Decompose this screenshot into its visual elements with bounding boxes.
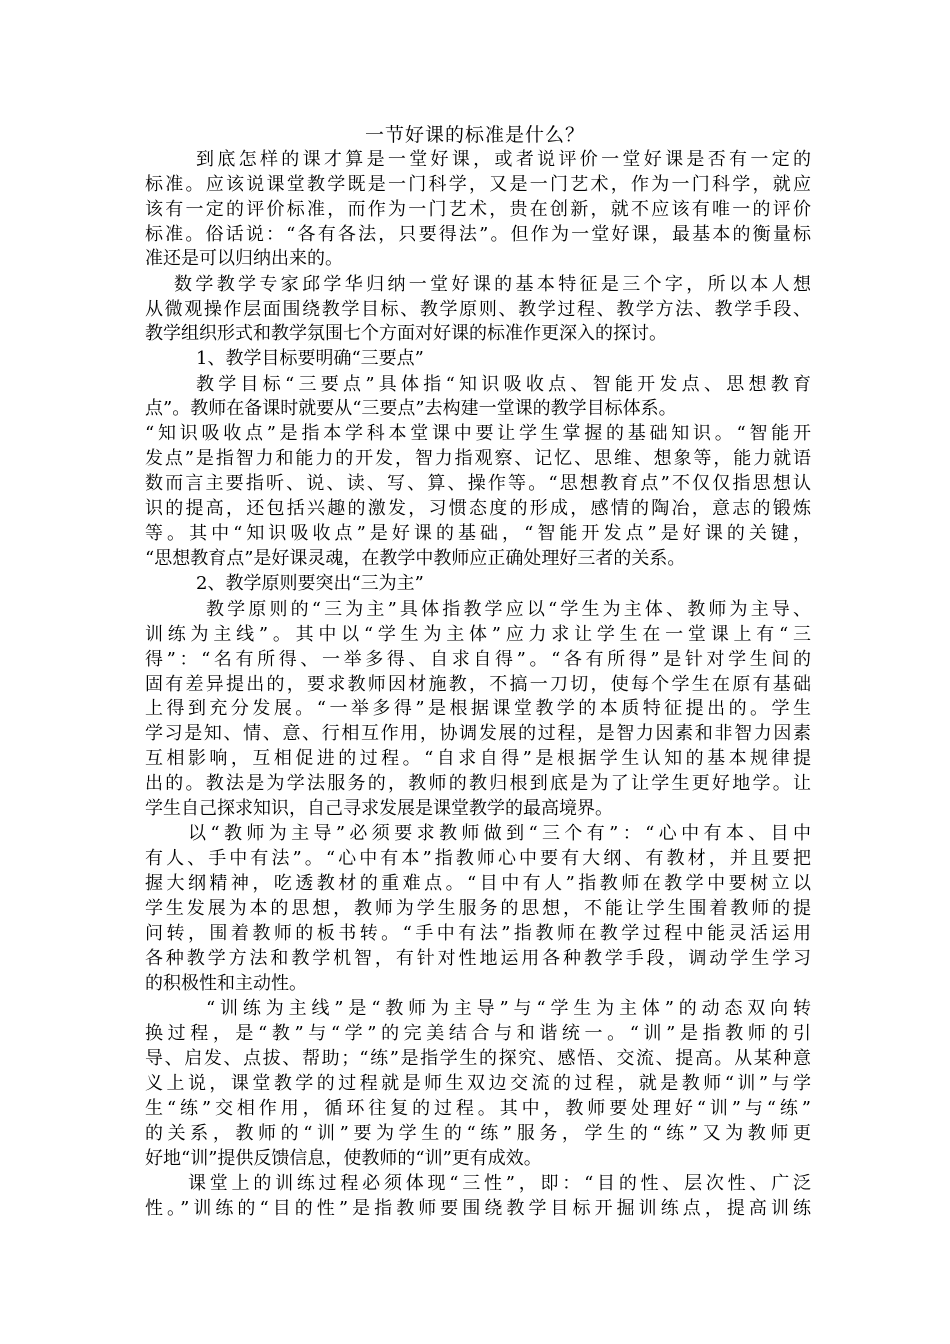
body-line: 点”。教师在备课时就要从“三要点”去构建一堂课的教学目标体系。 <box>145 398 677 419</box>
body-line: 数学教学专家邱学华归纳一堂好课的基本特征是三个字，所以本人想 <box>174 274 811 295</box>
body-line: 从微观操作层面围绕教学目标、教学原则、教学过程、教学方法、教学手段、 <box>145 299 811 320</box>
body-line: 好地“训”提供反馈信息，使教师的“训”更有成效。 <box>145 1148 542 1169</box>
body-line: 训练为主线”。其中以“学生为主体”应力求让学生在一堂课上有“三 <box>145 624 811 645</box>
body-line: 出的。教法是为学法服务的，教师的教归根到底是为了让学生更好地学。让 <box>145 773 811 794</box>
body-line: 到底怎样的课才算是一堂好课，或者说评价一堂好课是否有一定的 <box>196 149 811 170</box>
body-line: “知识吸收点”是指本学科本堂课中要让学生掌握的基础知识。“智能开 <box>145 423 811 444</box>
body-line: 该有一定的评价标准，而作为一门艺术，贵在创新，就不应该有唯一的评价 <box>145 199 811 220</box>
body-line: 的积极性和主动性。 <box>145 973 307 994</box>
body-line: 教学原则的“三为主”具体指教学应以“学生为主体、教师为主导、 <box>206 599 811 620</box>
body-line: 数而言主要指听、说、读、写、算、操作等。“思想教育点”不仅仅指思想认 <box>145 473 811 494</box>
body-line: 识的提高，还包括兴趣的激发，习惯态度的形成，感情的陶冶，意志的锻炼 <box>145 498 811 519</box>
body-line: 教学组织形式和教学氛围七个方面对好课的标准作更深入的探讨。 <box>145 323 667 344</box>
body-line: 1、教学目标要明确“三要点” <box>196 348 424 369</box>
body-line: 互相影响，互相促进的过程。“自求自得”是根据学生认知的基本规律提 <box>145 748 811 769</box>
body-line: 标准。应该说课堂教学既是一门科学，又是一门艺术，作为一门科学，就应 <box>145 174 811 195</box>
body-line: 问转，围着教师的板书转。“手中有法”指教师在教学过程中能灵活运用 <box>145 923 811 944</box>
body-line: “训练为主线”是“教师为主导”与“学生为主体”的动态双向转 <box>206 998 811 1019</box>
body-line: “思想教育点”是好课灵魂，在教学中教师应正确处理好三者的关系。 <box>145 548 686 569</box>
body-line: 生“练”交相作用，循环往复的过程。其中，教师要处理好“训”与“练” <box>145 1098 811 1119</box>
body-line: 发点”是指智力和能力的开发，智力指观察、记忆、思维、想象等，能力就语 <box>145 448 811 469</box>
body-line: 标准。俗话说：“各有各法，只要得法”。但作为一堂好课，最基本的衡量标 <box>145 224 811 245</box>
body-line: 得”：“名有所得、一举多得、自求自得”。“各有所得”是针对学生间的 <box>145 649 811 670</box>
body-line: 2、教学原则要突出“三为主” <box>196 573 424 594</box>
page-title: 一节好课的标准是什么？ <box>364 124 585 146</box>
body-line: 导、启发、点拔、帮助；“练”是指学生的探究、感悟、交流、提高。从某种意 <box>145 1048 811 1069</box>
body-line: 学生自己探求知识，自己寻求发展是课堂教学的最高境界。 <box>145 798 613 819</box>
body-line: 准还是可以归纳出来的。 <box>145 248 343 269</box>
body-line: 义上说，课堂教学的过程就是师生双边交流的过程，就是教师“训”与学 <box>145 1073 811 1094</box>
body-line: 握大纲精神，吃透教材的重难点。“目中有人”指教师在教学中要树立以 <box>145 873 811 894</box>
body-line: 的关系，教师的“训”要为学生的“练”服务，学生的“练”又为教师更 <box>145 1123 811 1144</box>
body-line: 教学目标“三要点”具体指“知识吸收点、智能开发点、思想教育 <box>196 374 811 395</box>
body-line: 固有差异提出的，要求教师因材施教，不搞一刀切，使每个学生在原有基础 <box>145 674 811 695</box>
body-line: 课堂上的训练过程必须体现“三性”，即：“目的性、层次性、广泛 <box>188 1173 811 1194</box>
body-line: 以“教师为主导”必须要求教师做到“三个有”：“心中有本、目中 <box>188 823 811 844</box>
body-line: 上得到充分发展。“一举多得”是根据课堂教学的本质特征提出的。学生 <box>145 698 811 719</box>
body-line: 有人、手中有法”。“心中有本”指教师心中要有大纲、有教材，并且要把 <box>145 848 811 869</box>
body-line: 学习是知、情、意、行相互作用，协调发展的过程，是智力因素和非智力因素 <box>145 723 811 744</box>
body-line: 学生发展为本的思想，教师为学生服务的思想，不能让学生围着教师的提 <box>145 898 811 919</box>
body-line: 换过程，是“教”与“学”的完美结合与和谐统一。“训”是指教师的引 <box>145 1023 811 1044</box>
body-line: 等。其中“知识吸收点”是好课的基础，“智能开发点”是好课的关键， <box>145 523 811 544</box>
body-line: 各种教学方法和教学机智，有针对性地运用各种教学手段，调动学生学习 <box>145 948 811 969</box>
body-line: 性。”训练的“目的性”是指教师要围绕教学目标开掘训练点，提高训练 <box>145 1198 811 1219</box>
